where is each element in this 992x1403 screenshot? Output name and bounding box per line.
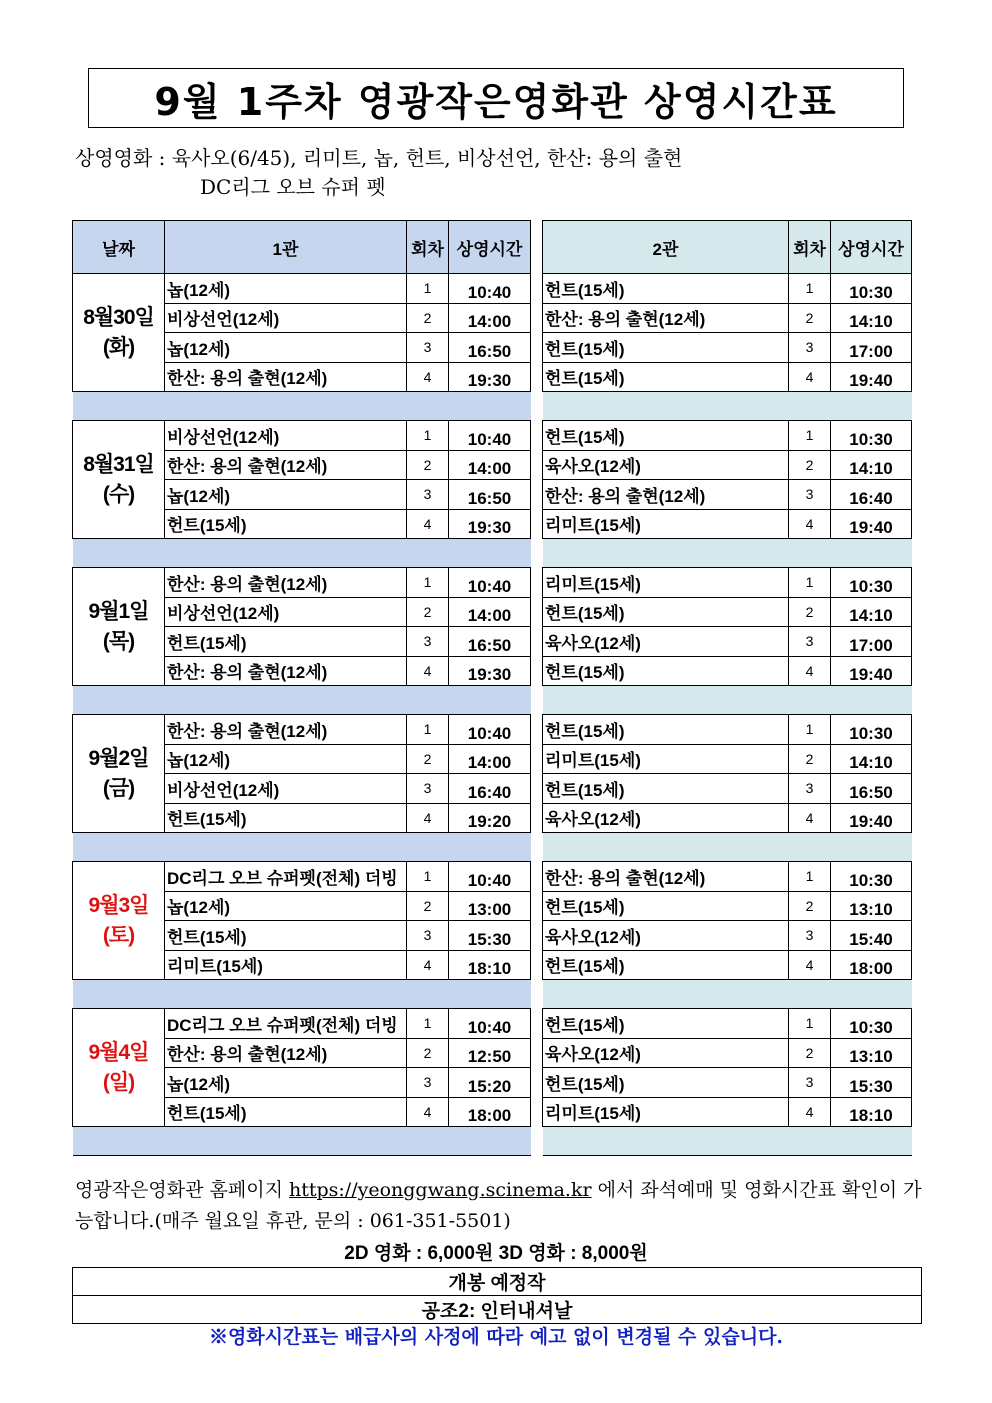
show-time: 10:40 [449,1009,531,1039]
date-label: 9월3일 [88,893,149,917]
movie-title: 육사오(12세) [543,627,789,657]
hall-2-schedule-table [542,220,912,1156]
show-time: 16:50 [449,627,531,657]
schedule-row [543,421,912,451]
round-number: 1 [407,274,449,304]
movie-title: 리미트(15세) [543,509,789,539]
date-label: 9월2일 [88,746,149,770]
show-time: 10:30 [831,568,912,598]
show-time: 14:00 [449,597,531,627]
separator-cell [543,1127,912,1156]
schedule-row [73,274,531,304]
schedule-row [543,333,912,363]
round-number: 1 [789,862,831,892]
round-number: 3 [789,480,831,510]
movie-title: DC리그 오브 슈퍼펫(전체) 더빙 [165,862,407,892]
movie-title: 육사오(12세) [543,921,789,951]
schedule-change-notice: ※영화시간표는 배급사의 사정에 따라 예고 없이 변경될 수 있습니다. [208,1326,784,1348]
date-cell [73,568,165,686]
round-number: 3 [789,774,831,804]
movie-title: 한산: 용의 출현(12세) [165,568,407,598]
info-text-after: 에서 좌석예매 및 영화시간표 확인이 가능합니다.(매주 월요일 휴관, 문의 : 061-351-5501) [75,1179,922,1232]
movie-title: 헌트(15세) [543,597,789,627]
show-time: 13:10 [831,891,912,921]
round-number: 2 [407,744,449,774]
day-of-week: (토) [102,923,135,947]
round-number: 1 [407,715,449,745]
movie-title: 한산: 용의 출현(12세) [543,303,789,333]
separator-row [73,833,531,862]
show-time: 15:30 [449,921,531,951]
round-number: 4 [789,656,831,686]
movie-title: 한산: 용의 출현(12세) [165,362,407,392]
round-number: 2 [407,891,449,921]
schedule-row [543,744,912,774]
separator-row [543,1127,912,1156]
round-number: 4 [407,509,449,539]
round-number: 3 [407,333,449,363]
movie-title: 헌트(15세) [543,421,789,451]
movie-title: 헌트(15세) [543,715,789,745]
movie-title: 리미트(15세) [543,568,789,598]
schedule-row [73,421,531,451]
separator-row [73,980,531,1009]
show-time: 10:30 [831,862,912,892]
show-time: 13:10 [831,1038,912,1068]
movie-title: 헌트(15세) [543,274,789,304]
separator-row [73,1127,531,1156]
round-number: 3 [789,627,831,657]
show-time: 14:00 [449,450,531,480]
header-hall-2: 2관 [543,221,789,274]
round-number: 1 [407,421,449,451]
schedule-row [543,597,912,627]
upcoming-header: 개봉 예정작 [73,1268,922,1296]
movie-title: 놉(12세) [165,333,407,363]
movie-title: 헌트(15세) [543,656,789,686]
show-time: 19:40 [831,656,912,686]
movie-title: 놉(12세) [165,891,407,921]
separator-cell [73,392,531,421]
show-time: 10:40 [449,568,531,598]
header-round: 회차 [789,221,831,274]
separator-row [73,539,531,568]
show-time: 10:30 [831,715,912,745]
show-time: 18:00 [449,1097,531,1127]
movie-title: 놉(12세) [165,274,407,304]
round-number: 3 [407,921,449,951]
show-time: 10:40 [449,274,531,304]
ticket-price: 2D 영화 : 6,000원 3D 영화 : 8,000원 [344,1243,648,1264]
header-hall-1: 1관 [165,221,407,274]
movie-title: 한산: 용의 출현(12세) [165,715,407,745]
movie-title: 헌트(15세) [165,627,407,657]
date-label: 9월4일 [88,1040,149,1064]
separator-row [543,392,912,421]
movie-title: 헌트(15세) [165,803,407,833]
date-cell [73,1009,165,1127]
round-number: 4 [789,803,831,833]
round-number: 4 [407,656,449,686]
show-time: 10:40 [449,862,531,892]
date-cell [73,421,165,539]
schedule-row [543,950,912,980]
movie-title: 육사오(12세) [543,1038,789,1068]
movie-title: 비상선언(12세) [165,421,407,451]
schedule-row [543,480,912,510]
schedule-row [543,303,912,333]
homepage-link[interactable]: https://yeonggwang.scinema.kr [288,1179,592,1201]
movie-title: 놉(12세) [165,744,407,774]
movie-title: 한산: 용의 출현(12세) [165,656,407,686]
day-of-week: (화) [102,335,135,359]
movie-title: 한산: 용의 출현(12세) [165,1038,407,1068]
show-time: 18:00 [831,950,912,980]
movie-title: 헌트(15세) [543,950,789,980]
movie-title: 헌트(15세) [543,1009,789,1039]
info-text [75,1175,925,1237]
schedule-row [543,862,912,892]
round-number: 1 [789,421,831,451]
schedule-row [543,774,912,804]
movie-title: 헌트(15세) [543,333,789,363]
info-text-before: 영광작은영화관 홈페이지 [75,1179,289,1201]
round-number: 4 [789,362,831,392]
day-of-week: (금) [102,776,135,800]
movie-title: 헌트(15세) [165,1097,407,1127]
round-number: 1 [407,1009,449,1039]
show-time: 18:10 [831,1097,912,1127]
round-number: 1 [407,862,449,892]
schedule-row [543,1097,912,1127]
show-time: 15:20 [449,1068,531,1098]
show-time: 19:40 [831,509,912,539]
show-time: 15:40 [831,921,912,951]
separator-cell [543,686,912,715]
schedule-row [543,656,912,686]
movie-list-line-2: DC리그 오브 슈퍼 펫 [200,175,386,199]
show-time: 14:10 [831,450,912,480]
movie-title: 놉(12세) [165,480,407,510]
show-time: 19:20 [449,803,531,833]
show-time: 16:50 [449,333,531,363]
round-number: 4 [407,803,449,833]
separator-row [543,539,912,568]
round-number: 4 [407,1097,449,1127]
separator-row [543,686,912,715]
schedule-row [543,450,912,480]
round-number: 2 [407,450,449,480]
round-number: 1 [789,568,831,598]
show-time: 16:50 [831,774,912,804]
schedule-row [543,891,912,921]
schedule-row [543,362,912,392]
movie-title: 헌트(15세) [543,891,789,921]
movie-title: DC리그 오브 슈퍼펫(전체) 더빙 [165,1009,407,1039]
schedule-row [543,274,912,304]
show-time: 10:30 [831,421,912,451]
round-number: 3 [407,1068,449,1098]
show-time: 14:00 [449,303,531,333]
schedule-row [543,1038,912,1068]
upcoming-table [72,1267,922,1324]
show-time: 16:50 [449,480,531,510]
show-time: 19:30 [449,656,531,686]
movie-title: 한산: 용의 출현(12세) [543,862,789,892]
date-cell [73,862,165,980]
movie-list [75,144,682,202]
day-of-week: (목) [102,629,135,653]
separator-cell [73,539,531,568]
separator-cell [73,686,531,715]
movie-title: 헌트(15세) [165,921,407,951]
round-number: 2 [407,303,449,333]
day-of-week: (일) [102,1070,135,1094]
header-time: 상영시간 [831,221,912,274]
schedule-row [73,862,531,892]
show-time: 14:00 [449,744,531,774]
round-number: 3 [407,774,449,804]
separator-row [543,980,912,1009]
header-time: 상영시간 [449,221,531,274]
round-number: 3 [789,333,831,363]
schedule-row [543,715,912,745]
date-label: 8월31일 [83,452,154,476]
movie-title: 비상선언(12세) [165,774,407,804]
separator-cell [73,1127,531,1156]
movie-title: 놉(12세) [165,1068,407,1098]
round-number: 3 [789,1068,831,1098]
movie-title: 헌트(15세) [165,509,407,539]
separator-cell [543,392,912,421]
show-time: 17:00 [831,333,912,363]
round-number: 2 [407,1038,449,1068]
movie-title: 헌트(15세) [543,362,789,392]
hall-1-schedule-table [72,220,531,1156]
movie-title: 육사오(12세) [543,450,789,480]
show-time: 14:10 [831,744,912,774]
movie-title: 한산: 용의 출현(12세) [165,450,407,480]
show-time: 10:40 [449,421,531,451]
show-time: 13:00 [449,891,531,921]
schedule-row [543,921,912,951]
schedule-row [543,627,912,657]
movie-title: 헌트(15세) [543,1068,789,1098]
show-time: 14:10 [831,303,912,333]
round-number: 2 [789,303,831,333]
day-of-week: (수) [102,482,135,506]
show-time: 14:10 [831,597,912,627]
movie-list-line-1: 상영영화 : 육사오(6/45), 리미트, 놉, 헌트, 비상선언, 한산: 용의 출현 [75,146,683,170]
show-time: 15:30 [831,1068,912,1098]
round-number: 4 [789,509,831,539]
page-title: 9월 1주차 영광작은영화관 상영시간표 [154,79,838,124]
show-time: 19:30 [449,362,531,392]
schedule-row [543,568,912,598]
round-number: 1 [789,715,831,745]
round-number: 4 [407,950,449,980]
separator-cell [543,980,912,1009]
show-time: 17:00 [831,627,912,657]
show-time: 16:40 [449,774,531,804]
show-time: 19:40 [831,803,912,833]
round-number: 2 [789,891,831,921]
separator-cell [73,833,531,862]
round-number: 4 [407,362,449,392]
schedule-row [73,1009,531,1039]
header-round: 회차 [407,221,449,274]
separator-row [73,392,531,421]
title-box [88,68,904,128]
show-time: 10:30 [831,1009,912,1039]
schedule-row [73,715,531,745]
header-date: 날짜 [73,221,165,274]
separator-row [73,686,531,715]
round-number: 1 [789,274,831,304]
movie-title: 헌트(15세) [543,774,789,804]
schedule-row [543,1068,912,1098]
show-time: 10:30 [831,274,912,304]
show-time: 10:40 [449,715,531,745]
round-number: 3 [407,627,449,657]
separator-cell [73,980,531,1009]
schedule-row [543,509,912,539]
round-number: 3 [789,921,831,951]
round-number: 2 [407,597,449,627]
show-time: 18:10 [449,950,531,980]
show-time: 12:50 [449,1038,531,1068]
round-number: 2 [789,744,831,774]
schedule-row [73,568,531,598]
round-number: 1 [407,568,449,598]
movie-title: 육사오(12세) [543,803,789,833]
schedule-row [543,803,912,833]
show-time: 16:40 [831,480,912,510]
round-number: 2 [789,597,831,627]
show-time: 19:40 [831,362,912,392]
round-number: 4 [789,1097,831,1127]
movie-title: 리미트(15세) [543,744,789,774]
round-number: 1 [789,1009,831,1039]
movie-title: 리미트(15세) [543,1097,789,1127]
movie-title: 리미트(15세) [165,950,407,980]
show-time: 19:30 [449,509,531,539]
schedule-row [543,1009,912,1039]
movie-title: 한산: 용의 출현(12세) [543,480,789,510]
upcoming-item: 공조2: 인터내셔날 [73,1296,922,1324]
separator-cell [543,539,912,568]
round-number: 4 [789,950,831,980]
separator-cell [543,833,912,862]
movie-title: 비상선언(12세) [165,597,407,627]
round-number: 3 [407,480,449,510]
date-cell [73,274,165,392]
round-number: 2 [789,1038,831,1068]
date-cell [73,715,165,833]
date-label: 8월30일 [83,305,154,329]
date-label: 9월1일 [88,599,149,623]
movie-title: 비상선언(12세) [165,303,407,333]
separator-row [543,833,912,862]
round-number: 2 [789,450,831,480]
